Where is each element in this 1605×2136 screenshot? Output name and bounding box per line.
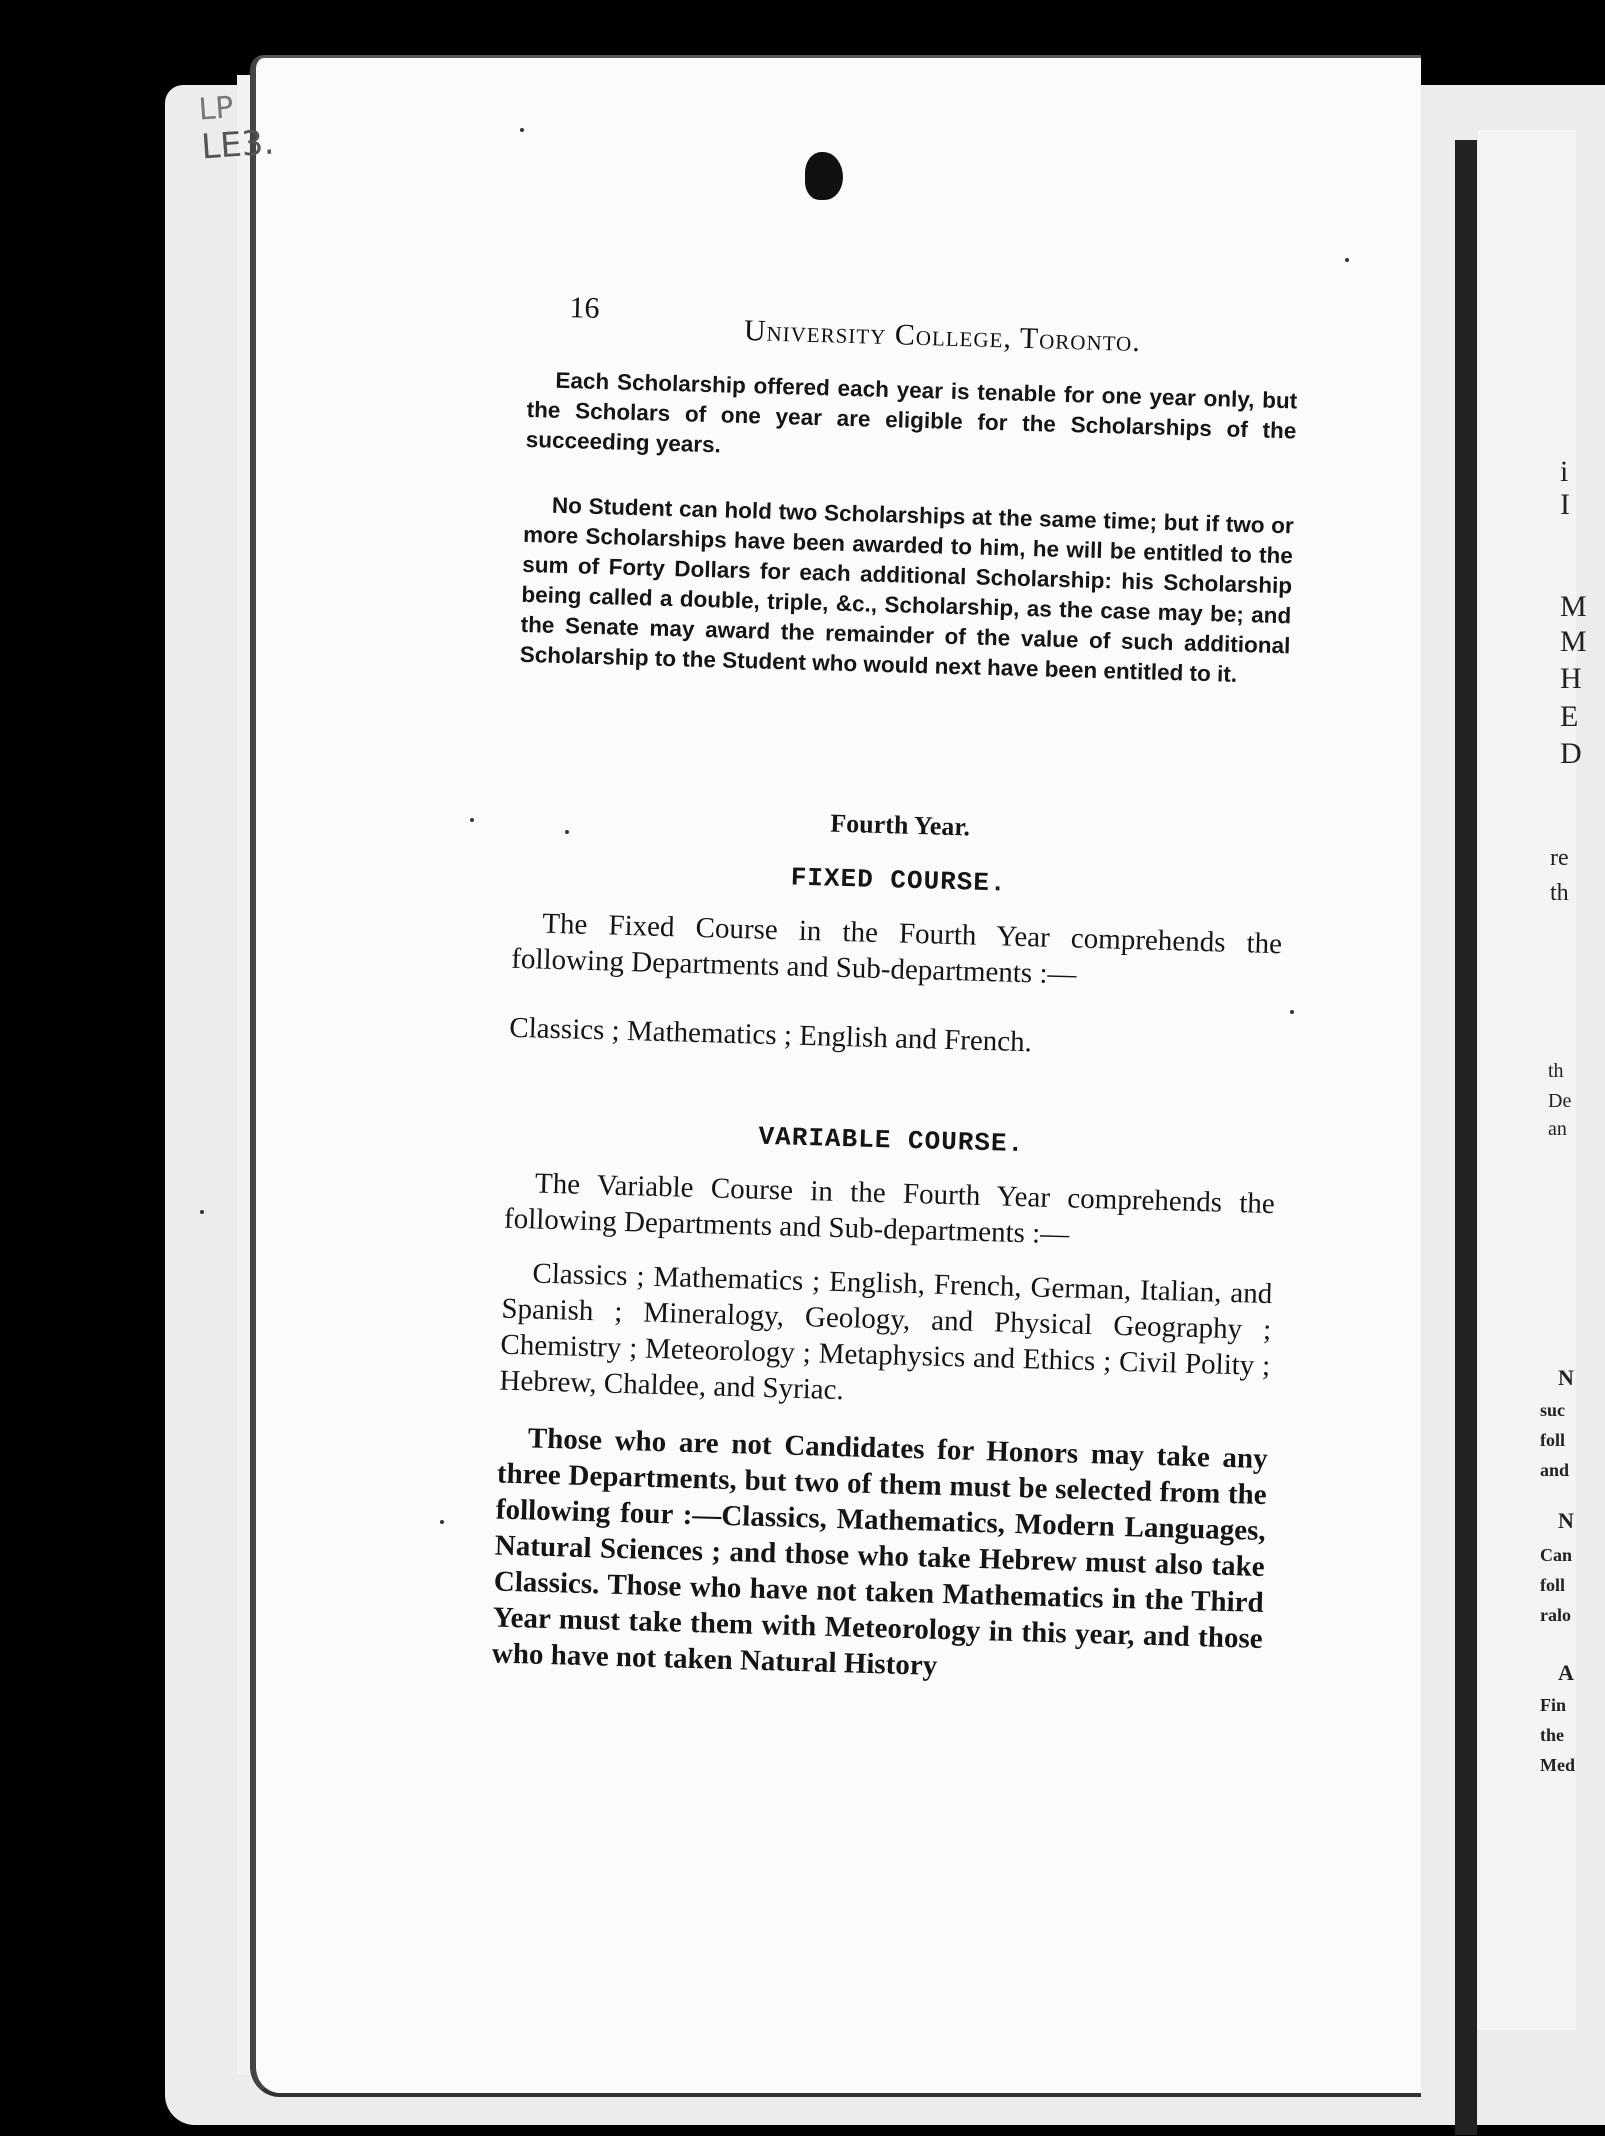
facing-page-fragment: an — [1548, 1118, 1567, 1140]
paragraph-scholarship-rules: No Student can hold two Scholarships at the same time; but if two or more Scholarships have been awarded to him, he will be entitled to the sum of Forty Dollars for each additional Scholarship: his Scholarship being called a double, triple, &c., Scholarship, as the case may be; and the Senate may award the remainder of the value of such additional Scholarship to the Student who would next have been entitled to it. — [519, 492, 1295, 687]
facing-page-fragment: Fin — [1540, 1695, 1567, 1715]
book-page — [250, 55, 1421, 2097]
variable-course-intro: The Variable Course in the Fourth Year comprehends the following Departments and Sub-departments :— — [503, 1167, 1276, 1251]
facing-page-fragment: N — [1558, 1365, 1574, 1390]
fixed-course-intro: The Fixed Course in the Fourth Year comprehends the following Departments and Sub-departments :— — [510, 907, 1283, 991]
paragraph-scholarship-tenure: Each Scholarship offered each year is tenable for one year only, but the Scholars of one year are eligible for the Scholarships of the succeeding years. — [525, 367, 1298, 458]
facing-page-fragment: H — [1560, 662, 1582, 695]
facing-page-fragment: N — [1558, 1508, 1574, 1533]
facing-page-fragment: and — [1540, 1460, 1570, 1480]
margin-note-line-2: LE3. — [199, 122, 276, 168]
facing-page-fragment: De — [1548, 1090, 1572, 1112]
page-gutter — [1455, 140, 1477, 2135]
facing-page-fragment: E — [1560, 700, 1579, 733]
running-head: University College, Toronto. — [743, 313, 1142, 359]
fixed-course-heading: FIXED COURSE. — [790, 862, 1007, 899]
facing-page-fragment: i — [1560, 455, 1569, 488]
facing-page-fragment: foll — [1540, 1575, 1565, 1595]
section-heading: Fourth Year. — [830, 808, 971, 842]
facing-page-fragment: suc — [1540, 1400, 1566, 1420]
facing-page-fragment: Med — [1540, 1755, 1575, 1775]
facing-page-fragment: ralo — [1540, 1605, 1571, 1625]
ink-blot — [805, 152, 843, 200]
ink-speck — [1290, 1010, 1294, 1014]
margin-note-line-1: LP — [197, 90, 235, 128]
ink-speck — [520, 128, 524, 132]
facing-page-fragment: th — [1550, 880, 1569, 906]
facing-page-fragment: Can — [1540, 1545, 1573, 1565]
ink-speck — [470, 818, 474, 822]
facing-page-fragment: th — [1548, 1060, 1564, 1082]
facing-page-fragment: D — [1560, 737, 1582, 770]
facing-page-fragment: A — [1558, 1660, 1574, 1685]
variable-course-note: Those who are not Candidates for Honors may take any three Departments, but two of them must be selected from the following four :—Classics, Mathematics, Modern Languages, Natural Sciences ; and those who take Hebrew must also take Classics. Those who have not taken Mathematics in the Third Year must take them with Meteorology in this year, and those who have not taken Natural History — [491, 1422, 1269, 1682]
ink-speck — [565, 830, 569, 834]
facing-page-fragment: I — [1560, 488, 1570, 521]
facing-page-fragment: M — [1560, 625, 1587, 658]
ink-speck — [440, 1520, 444, 1524]
facing-page-fragment: the — [1540, 1725, 1564, 1745]
ink-speck — [200, 1210, 204, 1214]
ink-speck — [1345, 258, 1349, 262]
handwritten-margin-note — [197, 88, 275, 168]
variable-course-heading: VARIABLE COURSE. — [758, 1121, 1025, 1160]
facing-page-fragment: foll — [1540, 1430, 1565, 1450]
variable-course-subjects: Classics ; Mathematics ; English, French, German, Italian, and Spanish ; Mineralogy, Geology, and Physical Geography ; Chemistry ; Meteorology ; Metaphysics and Ethics ; Civil Polity ; Hebrew, Chaldee, and Syriac. — [499, 1257, 1273, 1407]
fixed-course-subjects: Classics ; Mathematics ; English and French. — [508, 1011, 1033, 1059]
facing-page-fragment: re — [1550, 845, 1569, 871]
facing-page-fragment: M — [1560, 590, 1587, 623]
page-number: 16 — [569, 291, 600, 325]
